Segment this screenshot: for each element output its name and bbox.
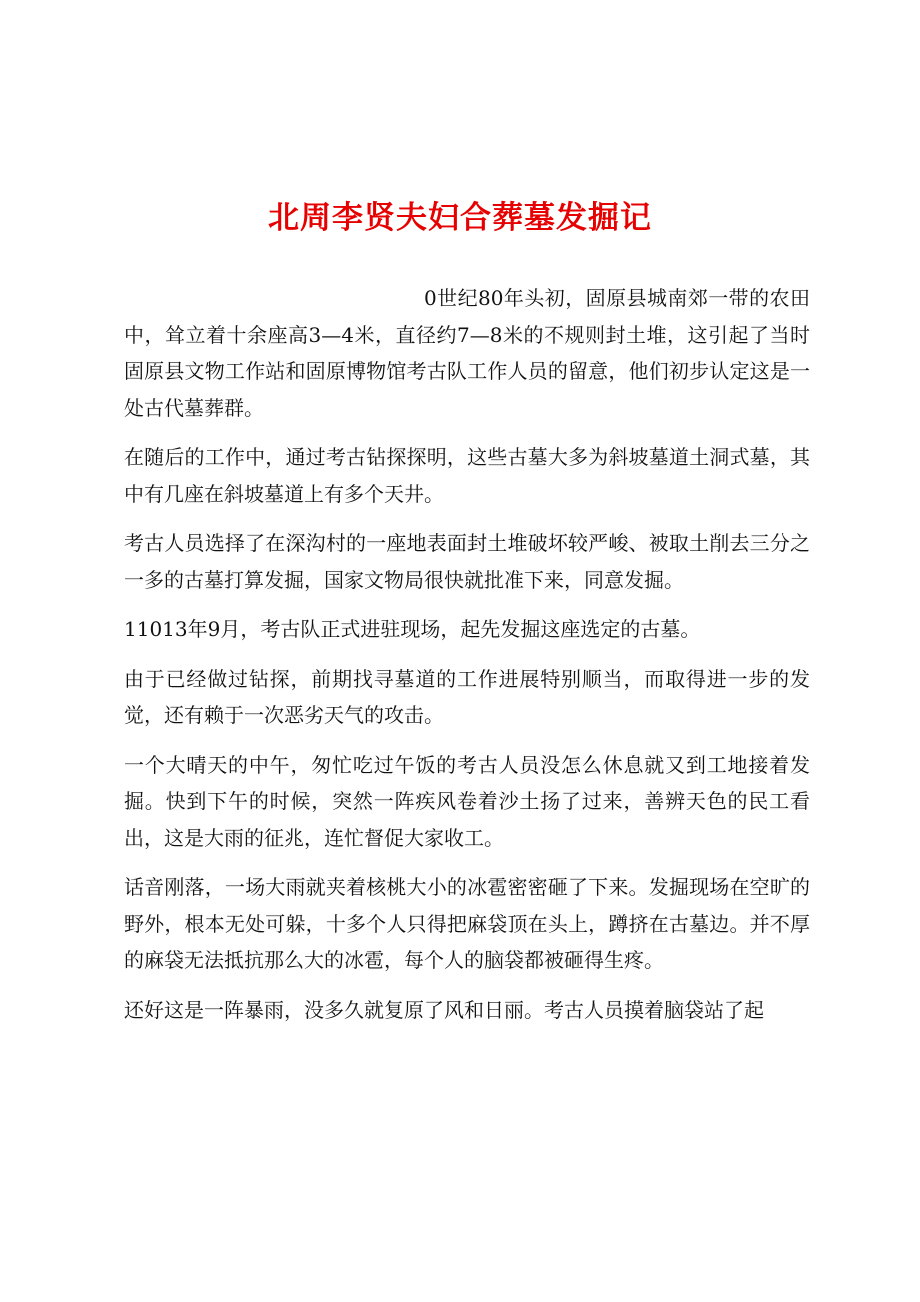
paragraph-1: 0世纪80年头初，固原县城南郊一带的农田中，耸立着十余座高3—4米，直径约7—8米的不规则封土堆，这引起了当时固原县文物工作站和固原博物馆考古队工作人员的留意，他们初步认定这是一处古代墓葬群。 bbox=[124, 286, 810, 420]
paragraph-6: 一个大晴天的中午，匆忙吃过午饭的考古人员没怎么休息就又到工地接着发掘。快到下午的时候，突然一阵疾风卷着沙土扬了过来，善辨天色的民工看出，这是大雨的征兆，连忙督促大家收工。 bbox=[124, 752, 810, 850]
paragraph-8: 还好这是一阵暴雨，没多久就复原了风和日丽。考古人员摸着脑袋站了起 bbox=[124, 997, 764, 1022]
paragraph-2: 在随后的工作中，通过考古钻探探明，这些古墓大多为斜坡墓道土洞式墓，其中有几座在斜坡墓道上有多个天井。 bbox=[124, 445, 810, 506]
paragraph-5: 由于已经做过钻探，前期找寻墓道的工作进展特别顺当，而取得进一步的发觉，还有赖于一次恶劣天气的攻击。 bbox=[124, 666, 810, 727]
paragraph-4: 11013年9月，考古队正式进驻现场，起先发掘这座选定的古墓。 bbox=[124, 617, 701, 641]
document-body bbox=[124, 280, 810, 1041]
paragraph-3: 考古人员选择了在深沟村的一座地表面封土堆破坏较严峻、被取土削去三分之一多的古墓打算发掘，国家文物局很快就批准下来，同意发掘。 bbox=[124, 531, 810, 592]
paragraph-7: 话音刚落，一场大雨就夹着核桃大小的冰雹密密砸了下来。发掘现场在空旷的野外，根本无处可躲，十多个人只得把麻袋顶在头上，蹲挤在古墓边。并不厚的麻袋无法抵抗那么大的冰雹，每个人的脑袋都被砸得生疼。 bbox=[124, 875, 810, 972]
document-title: 北周李贤夫妇合葬墓发掘记 bbox=[268, 200, 652, 236]
